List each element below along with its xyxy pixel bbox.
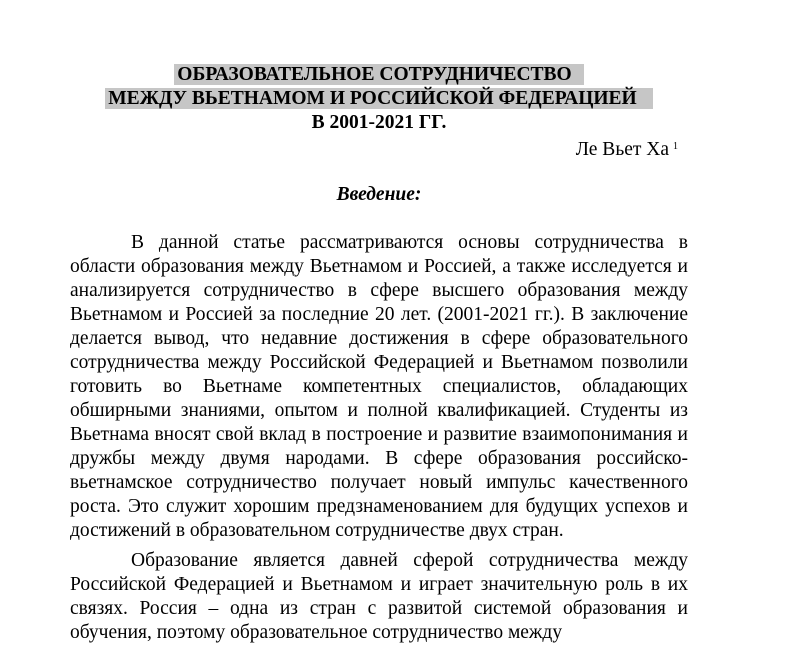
body-text <box>70 231 688 651</box>
document-title <box>70 63 688 135</box>
section-heading: Введение: <box>336 184 422 205</box>
author-footnote-marker: 1 <box>673 141 678 152</box>
title-highlight-1: ОБРАЗОВАТЕЛЬНОЕ СОТРУДНИЧЕСТВО <box>174 64 583 85</box>
title-line-2 <box>70 87 688 111</box>
paragraph-1: В данной статье рассматриваются основы сотрудничества в области образования между Вьетнамом и Россией, а также исследуется и анализируется сотрудничество в сфере высшего образования между Вьетнамом и Россией за последние 20 лет. (2001-2021 гг.). В заключение делается вывод, что недавние достижения в сфере образовательного сотрудничества между Российской Федерацией и Вьетнамом позволили готовить во Вьетнаме компетентных специалистов, обладающих обширными знаниями, опытом и полной квалификацией. Студенты из Вьетнама вносят свой вклад в построение и развитие взаимопонимания и дружбы между двумя народами. В сфере образования российско-вьетнамское сотрудничество получает новый импульс качественного роста. Это служит хорошим предзнаменованием для будущих успехов и достижений в образовательном сотрудничестве двух стран. <box>70 232 688 541</box>
author-line <box>576 135 678 162</box>
title-highlight-2: МЕЖДУ ВЬЕТНАМОМ И РОССИЙСКОЙ ФЕДЕРАЦИЕЙ <box>105 88 652 109</box>
paragraph-2: Образование является давней сферой сотрудничества между Российской Федерацией и Вьетнамом и играет значительную роль в их связях. Россия – одна из стран с развитой системой образования и обучения, поэтому образовательное сотрудничество между <box>70 550 688 643</box>
title-line-3: В 2001-2021 ГГ. <box>311 112 447 133</box>
author-name: Ле Вьет Ха <box>575 139 669 160</box>
title-line-1 <box>70 63 688 87</box>
